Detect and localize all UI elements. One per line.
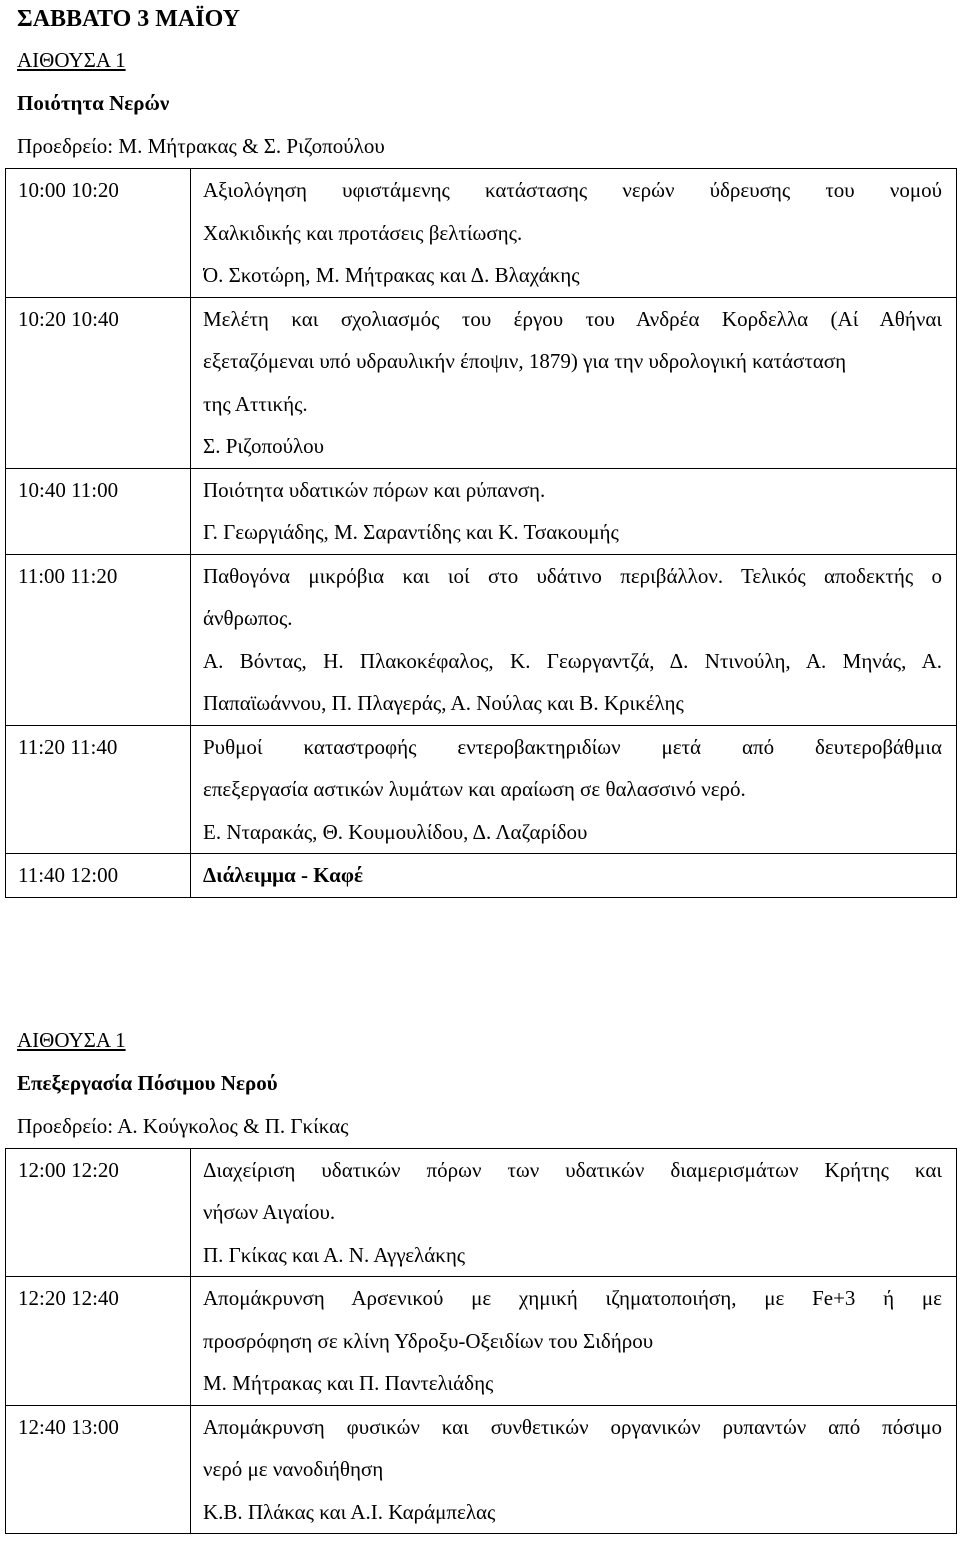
session-1-chairs: Προεδρείο: Μ. Μήτρακας & Σ. Ριζοπούλου — [17, 134, 385, 158]
talk-title: Μελέτη και σχολιασμός του έργου του Ανδρέα Κορδελλα (Αί Αθήναι — [203, 306, 942, 331]
talk-authors: Α. Βόντας, Η. Πλακοκέφαλος, Κ. Γεωργαντζά, Δ. Ντινούλη, Α. Μηνάς, Α. — [203, 648, 942, 673]
talk-title: εξεταζόμεναι υπό υδραυλικήν έποψιν, 1879) για την υδρολογική κατάσταση — [203, 349, 847, 373]
talk-authors: Γ. Γεωργιάδης, Μ. Σαραντίδης και Κ. Τσακουμής — [203, 520, 619, 544]
session-2-room: ΑΙΘΟΥΣΑ 1 — [17, 1027, 126, 1052]
session-1-room: ΑΙΘΟΥΣΑ 1 — [17, 48, 126, 72]
talk-title: Χαλκιδικής και προτάσεις βελτίωσης. — [203, 220, 523, 245]
table-row — [6, 725, 957, 854]
talk-authors: Π. Γκίκας και Α. Ν. Αγγελάκης — [203, 1242, 466, 1267]
table-row — [6, 468, 957, 554]
table-row — [6, 854, 957, 898]
time-slot: 10:20 10:40 — [18, 306, 119, 331]
table-row — [6, 297, 957, 468]
table-row — [6, 1405, 957, 1534]
table-row — [6, 169, 957, 298]
talk-title: της Αττικής. — [203, 391, 308, 416]
talk-authors: Σ. Ριζοπούλου — [203, 434, 325, 458]
time-slot: 11:40 12:00 — [18, 863, 119, 887]
talk-authors: Μ. Μήτρακας και Π. Παντελιάδης — [203, 1371, 494, 1395]
talk-title: νήσων Αιγαίου. — [203, 1200, 336, 1224]
talk-title: επεξεργασία αστικών λυμάτων και αραίωση σε θαλασσινό νερό. — [203, 777, 746, 801]
talk-title: Απομάκρυνση φυσικών και συνθετικών οργανικών ρυπαντών από πόσιμο — [203, 1414, 942, 1439]
talk-title: νερό με νανοδιήθηση — [203, 1457, 384, 1481]
session-2-topic: Επεξεργασία Πόσιμου Νερού — [17, 1070, 278, 1095]
time-slot: 12:20 12:40 — [18, 1286, 119, 1310]
talk-title: Διαχείριση υδατικών πόρων των υδατικών διαμερισμάτων Κρήτης και — [203, 1157, 942, 1182]
talk-title: Αξιολόγηση υφιστάμενης κατάστασης νερών ύδρευσης του νομού — [203, 178, 942, 202]
break-label: Διάλειμμα - Καφέ — [203, 863, 363, 887]
talk-title: Απομάκρυνση Αρσενικού με χημική ιζηματοποιήση, με Fe+3 ή με — [203, 1286, 942, 1310]
session-1-topic: Ποιότητα Νερών — [17, 91, 170, 115]
table-row — [6, 1148, 957, 1277]
talk-title: Ρυθμοί καταστροφής εντεροβακτηριδίων μετά από δευτεροβάθμια — [203, 734, 942, 759]
talk-title: Παθογόνα μικρόβια και ιοί στο υδάτινο περιβάλλον. Τελικός αποδεκτής ο — [203, 563, 942, 588]
talk-title: Ποιότητα υδατικών πόρων και ρύπανση. — [203, 477, 546, 502]
session-1-schedule-table — [5, 168, 957, 898]
talk-title: προσρόφηση σε κλίνη Υδροξυ-Οξειδίων του Σιδήρου — [203, 1328, 654, 1353]
talk-authors: Κ.Β. Πλάκας και Α.Ι. Καράμπελας — [203, 1499, 496, 1524]
talk-authors: Ε. Νταρακάς, Θ. Κουμουλίδου, Δ. Λαζαρίδου — [203, 819, 588, 844]
time-slot: 10:00 10:20 — [18, 178, 119, 202]
talk-authors: Ό. Σκοτώρη, Μ. Μήτρακας και Δ. Βλαχάκης — [203, 263, 580, 287]
talk-title: άνθρωπος. — [203, 606, 293, 630]
session-2-chairs: Προεδρείο: Α. Κούγκολος & Π. Γκίκας — [17, 1113, 349, 1138]
time-slot: 10:40 11:00 — [18, 477, 119, 502]
time-slot: 12:40 13:00 — [18, 1414, 119, 1439]
table-row — [6, 1277, 957, 1406]
table-row — [6, 554, 957, 725]
time-slot: 11:20 11:40 — [18, 734, 118, 759]
talk-authors: Παπαϊωάννου, Π. Πλαγεράς, Α. Νούλας και Β. Κρικέλης — [203, 691, 684, 715]
time-slot: 11:00 11:20 — [18, 563, 118, 588]
time-slot: 12:00 12:20 — [18, 1157, 119, 1182]
session-2-schedule-table — [5, 1148, 957, 1535]
day-title: ΣΑΒΒΑΤΟ 3 ΜΑΪΟΥ — [17, 6, 240, 32]
